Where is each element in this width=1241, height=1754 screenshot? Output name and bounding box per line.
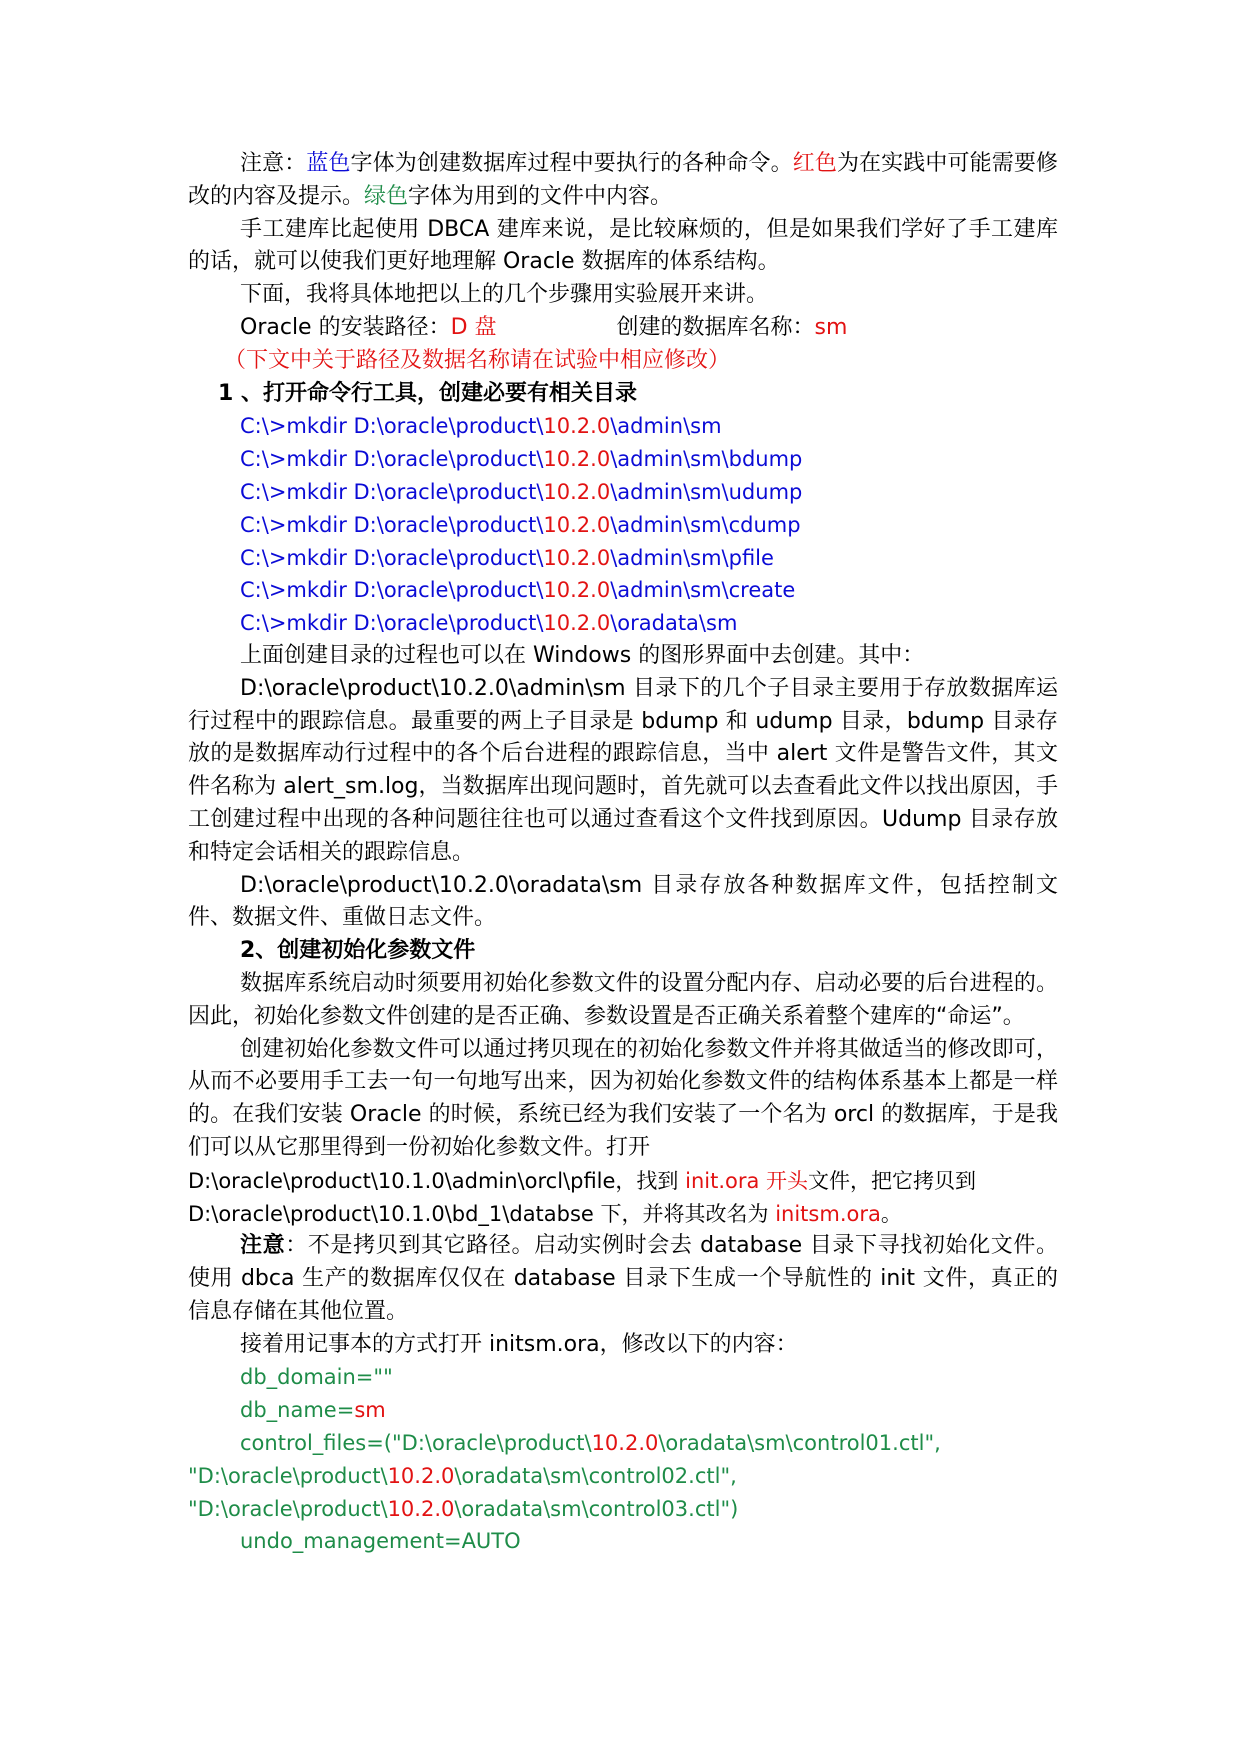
config-control-files-2: "D:\oracle\product\10.2.0\oradata\sm\control02.ctl",	[188, 1463, 737, 1488]
config-db-name: db_name=sm	[240, 1398, 386, 1423]
config-db-domain: db_domain=""	[240, 1365, 393, 1390]
config-control-files-3: "D:\oracle\product\10.2.0\oradata\sm\control03.ctl")	[188, 1496, 739, 1521]
command-line: C:\>mkdir D:\oracle\product\10.2.0\admin\sm	[240, 414, 722, 439]
copy-paragraph: 创建初始化参数文件可以通过拷贝现在的初始化参数文件并将其做适当的修改即可，从而不必要用手工去一句一句地写出来，因为初始化参数文件的结构体系基本上都是一样的。在我们安装 Oracle 的时候，系统已经为我们安装了一个名为 orcl 的数据库，于是我们可以从它那里得到一份初始化参数文件。打开	[188, 1036, 1058, 1160]
config-undo: undo_management=AUTO	[240, 1529, 521, 1554]
command-line: C:\>mkdir D:\oracle\product\10.2.0\admin\sm\udump	[240, 479, 803, 504]
command-line: C:\>mkdir D:\oracle\product\10.2.0\admin\sm\pfile	[240, 545, 774, 570]
command-line: C:\>mkdir D:\oracle\product\10.2.0\admin\sm\bdump	[240, 447, 803, 472]
green-word: 绿色	[364, 183, 409, 209]
copy-path-line-b: D:\oracle\product\10.1.0\bd_1\databse 下，并将其改名为 initsm.ora。	[188, 1201, 902, 1226]
notice-paragraph	[188, 1230, 1058, 1328]
section1-title: 1 、打开命令行工具，创建必要有相关目录	[218, 380, 637, 406]
dbca-paragraph: 手工建库比起使用 DBCA 建库来说，是比较麻烦的，但是如果我们学好了手工建库的话，就可以使我们更好地理解 Oracle 数据库的体系结构。	[188, 216, 1058, 275]
db-name-value: sm	[814, 314, 848, 340]
document-page	[188, 148, 1058, 1558]
section2-title: 2、创建初始化参数文件	[240, 938, 476, 964]
install-path-label: Oracle 的安装路径：	[240, 314, 451, 340]
below-paragraph: 下面，我将具体地把以上的几个步骤用实验展开来讲。	[240, 282, 769, 308]
intro-text-1: 字体为创建数据库过程中要执行的各种命令。	[350, 151, 793, 176]
intro-text-3: 字体为用到的文件中内容。	[408, 183, 673, 209]
command-line: C:\>mkdir D:\oracle\product\10.2.0\oradata\sm	[240, 611, 738, 636]
command-line: C:\>mkdir D:\oracle\product\10.2.0\admin\sm\cdump	[240, 512, 801, 537]
db-name-label: 创建的数据库名称：	[616, 314, 815, 340]
startup-paragraph: 数据库系统启动时须要用初始化参数文件的设置分配内存、启动必要的后台进程的。因此，初始化参数文件创建的是否正确、参数设置是否正确关系着整个建库的“命运”。	[188, 970, 1058, 1029]
red-word: 红色	[792, 151, 837, 176]
install-path-value: D 盘	[450, 314, 497, 340]
notice-text: ：不是拷贝到其它路径。启动实例时会去 database 目录下寻找初始化文件。使用 dbca 生产的数据库仅仅在 database 目录下生成一个导航性的 init 文件，真正的信息存储在其他位置。	[188, 1233, 1058, 1324]
note-prefix: 注意：	[240, 151, 307, 176]
install-info-line	[188, 312, 1058, 345]
blue-word: 蓝色	[306, 151, 351, 176]
config-control-files-1: control_files=("D:\oracle\product\10.2.0\oradata\sm\control01.ctl",	[240, 1431, 941, 1456]
copy-path-line-a: D:\oracle\product\10.1.0\admin\orcl\pfile，找到 init.ora 开头文件，把它拷贝到	[188, 1168, 977, 1193]
modify-note: （下文中关于路径及数据名称请在试验中相应修改）	[224, 347, 731, 373]
windows-paragraph: 上面创建目录的过程也可以在 Windows 的图形界面中去创建。其中：	[240, 642, 925, 668]
intro-text-2: 为在实践中可能需要修改的内容及提示。	[188, 151, 1058, 209]
notice-bold: 注意	[240, 1233, 286, 1259]
oradata-paragraph: D:\oracle\product\10.2.0\oradata\sm 目录存放各种数据库文件，包括控制文件、数据文件、重做日志文件。	[188, 872, 1058, 931]
admin-dir-paragraph: D:\oracle\product\10.2.0\admin\sm 目录下的几个子目录主要用于存放数据库运行过程中的跟踪信息。最重要的两上子目录是 bdump 和 udump 目录，bdump 目录存放的是数据库动行过程中的各个后台进程的跟踪信息，当中 alert 文件是警告文件，其文件名称为 alert_sm.log，当数据库出现问题时，首先就可以去查看此文件以找出原因，手工创建过程中出现的各种问题往往也可以通过查看这个文件找到原因。Udump 目录存放和特定会话相关的跟踪信息。	[188, 675, 1058, 865]
command-line: C:\>mkdir D:\oracle\product\10.2.0\admin\sm\create	[240, 578, 796, 603]
notepad-paragraph: 接着用记事本的方式打开 initsm.ora，修改以下的内容：	[240, 1331, 798, 1357]
intro-paragraph	[188, 148, 1058, 214]
